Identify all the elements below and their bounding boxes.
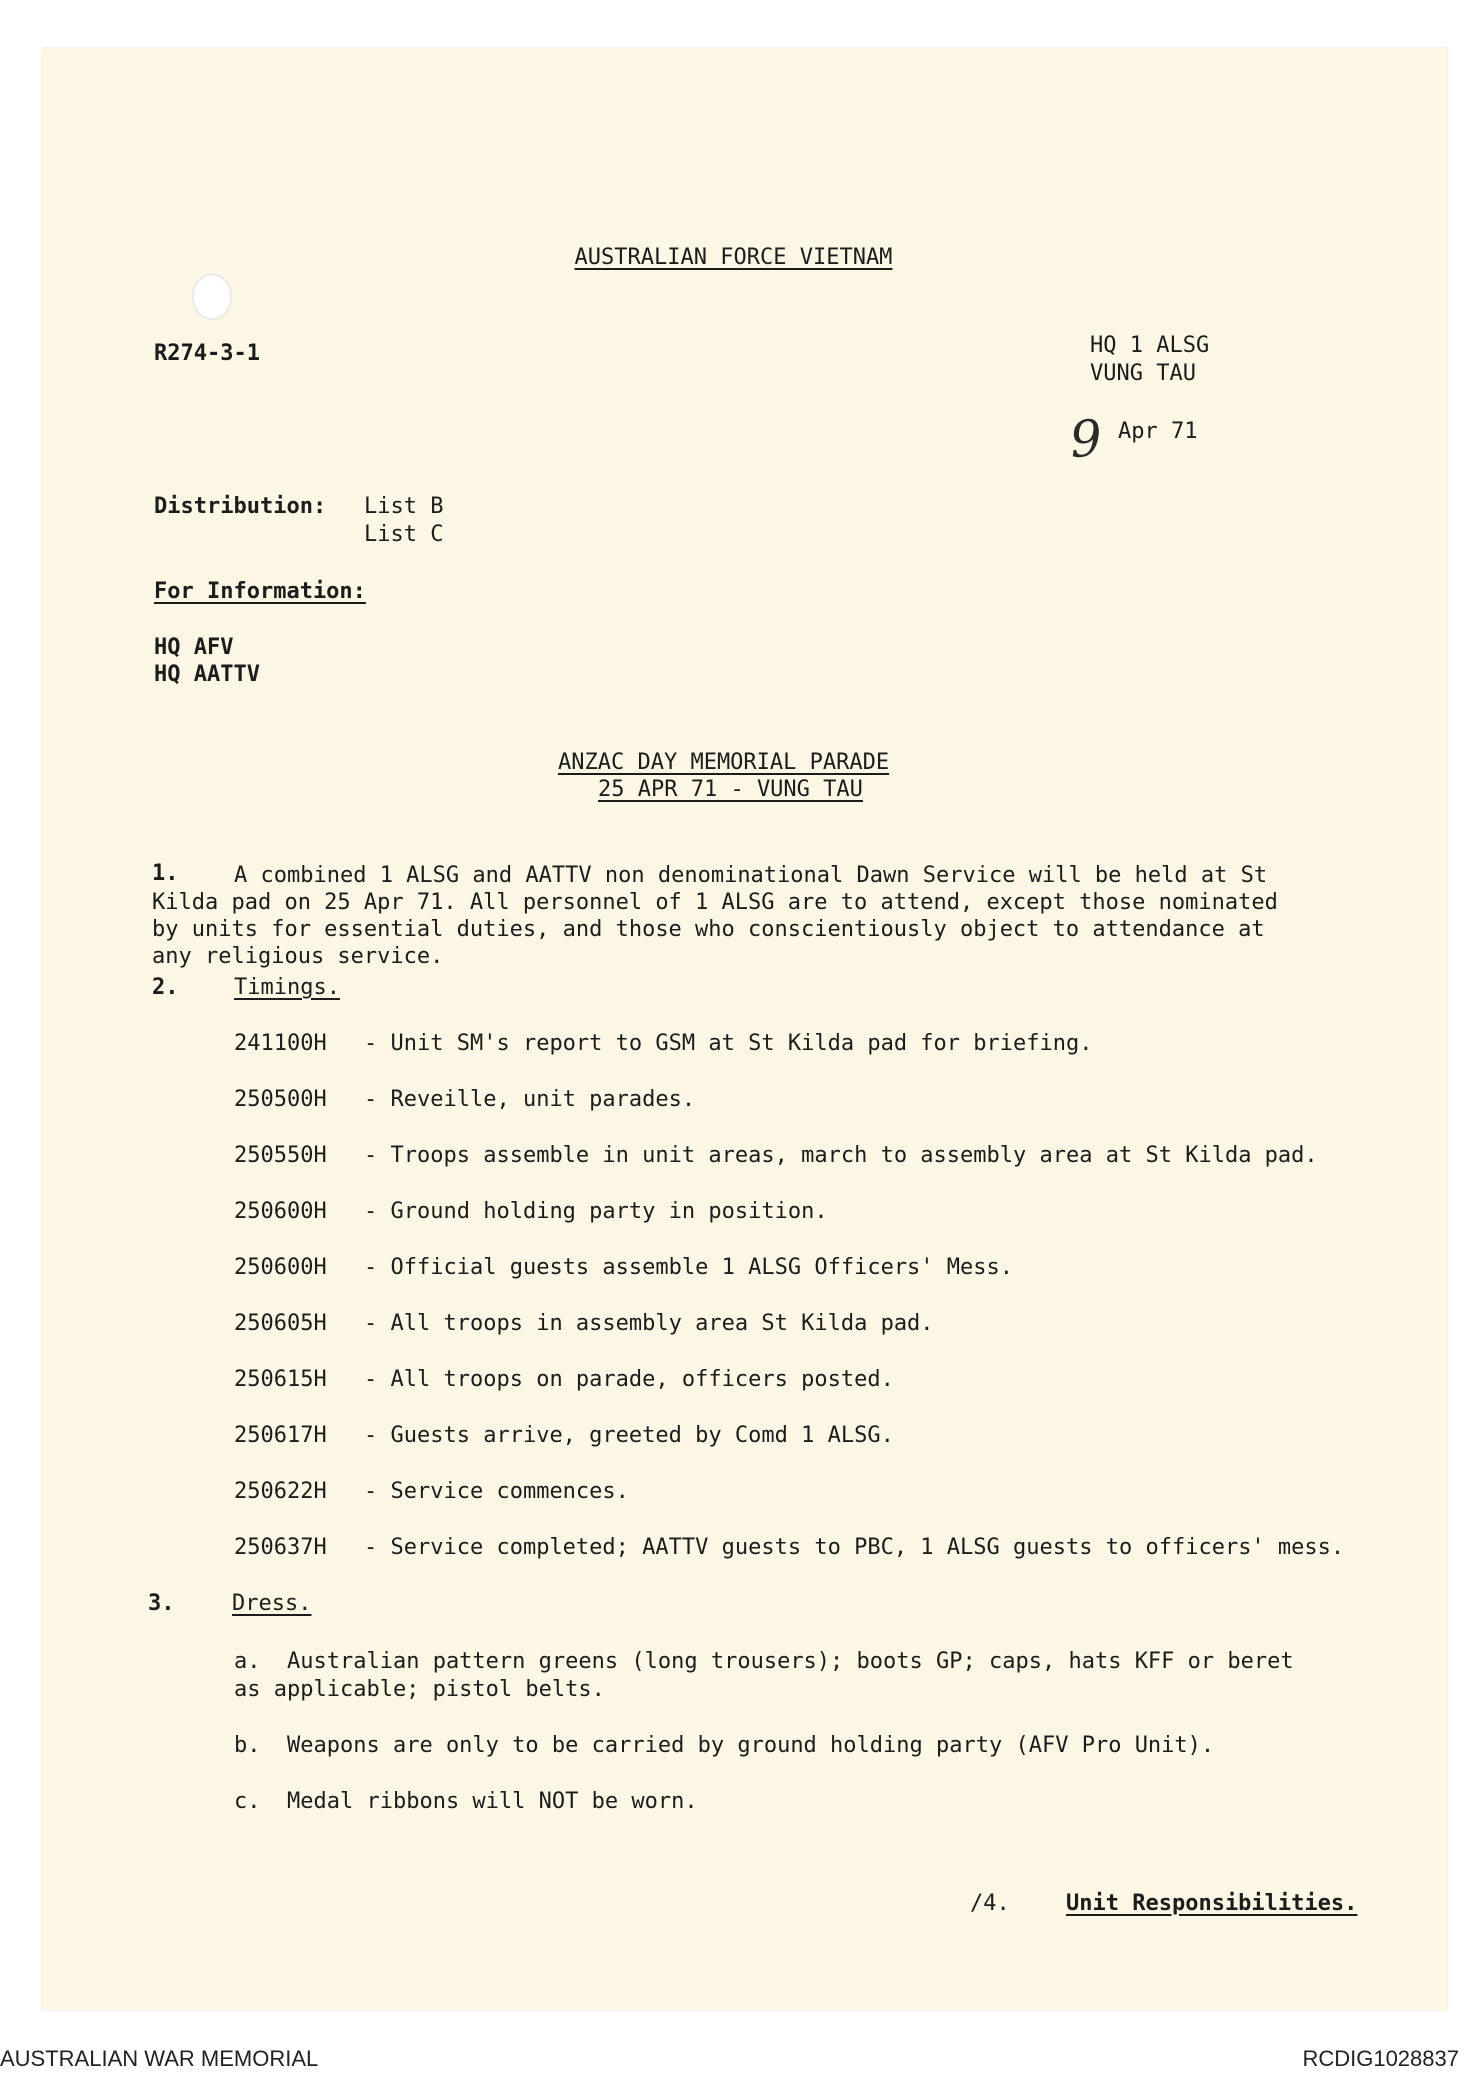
document-date: Apr 71 — [1118, 419, 1198, 444]
timing-row: 241100H - Unit SM's report to GSM at St Kilda pad for briefing. — [234, 1031, 1093, 1056]
punch-hole — [192, 274, 232, 320]
dress-item-text: Australian pattern greens (long trousers); boots GP; caps, hats KFF or beret — [287, 1649, 1294, 1674]
timing-row: 250600H - Official guests assemble 1 ALSG Officers' Mess. — [234, 1255, 1014, 1280]
dress-item-label: c. — [234, 1789, 261, 1814]
distribution-list-b: List B — [364, 494, 444, 519]
dress-heading: Dress. — [232, 1591, 312, 1616]
dress-item-c — [234, 1788, 698, 1816]
timing-text: Troops assemble in unit areas, march to assembly area at St Kilda pad. — [390, 1143, 1318, 1168]
timing-row: 250637H - Service completed; AATTV guests to PBC, 1 ALSG guests to officers' mess. — [234, 1535, 1345, 1560]
subject-line-1: ANZAC DAY MEMORIAL PARADE — [558, 750, 890, 775]
handwritten-date-day: 9 — [1068, 408, 1104, 470]
dress-item-a — [234, 1648, 1294, 1676]
document-title: AUSTRALIAN FORCE VIETNAM — [574, 245, 893, 270]
timing-time: 250500H — [234, 1087, 327, 1112]
timing-time: 250550H — [234, 1143, 327, 1168]
timing-row: 250500H - Reveille, unit parades. — [234, 1087, 696, 1112]
timing-row: 250622H - Service commences. — [234, 1479, 629, 1504]
dress-item-text: Weapons are only to be carried by ground holding party (AFV Pro Unit). — [287, 1733, 1215, 1758]
timing-time: 250605H — [234, 1311, 327, 1336]
footer-archive-name: AUSTRALIAN WAR MEMORIAL — [0, 2046, 319, 2071]
continuation-heading: Unit Responsibilities. — [1066, 1891, 1358, 1916]
information-hq-afv: HQ AFV — [154, 635, 234, 660]
timing-text: Reveille, unit parades. — [390, 1087, 696, 1112]
timing-text: Ground holding party in position. — [390, 1199, 828, 1224]
timings-number: 2. — [152, 975, 179, 1000]
information-label: For Information: — [154, 579, 366, 604]
dress-item-label: b. — [234, 1733, 261, 1758]
timing-text: Unit SM's report to GSM at St Kilda pad for briefing. — [390, 1031, 1093, 1056]
timing-text: Guests arrive, greeted by Comd 1 ALSG. — [390, 1423, 894, 1448]
information-hq-aattv: HQ AATTV — [154, 662, 260, 687]
hq-location: VUNG TAU — [1090, 361, 1196, 386]
timing-row: 250600H - Ground holding party in position. — [234, 1199, 828, 1224]
timing-time: 250600H — [234, 1255, 327, 1280]
timing-text: All troops on parade, officers posted. — [390, 1367, 894, 1392]
timing-text: All troops in assembly area St Kilda pad. — [390, 1311, 934, 1336]
hq-unit: HQ 1 ALSG — [1090, 333, 1210, 358]
paragraph-1-number: 1. — [152, 861, 179, 886]
dress-item-a-continued: as applicable; pistol belts. — [234, 1677, 605, 1702]
file-reference: R274-3-1 — [154, 341, 260, 366]
timing-time: 250637H — [234, 1535, 327, 1560]
distribution-list-c: List C — [364, 522, 444, 547]
dress-number: 3. — [148, 1591, 175, 1616]
timing-row: 250605H - All troops in assembly area St Kilda pad. — [234, 1311, 934, 1336]
timing-text: Service commences. — [390, 1479, 629, 1504]
timing-text: Official guests assemble 1 ALSG Officers' Mess. — [390, 1255, 1014, 1280]
paragraph-1-text: A combined 1 ALSG and AATTV non denominational Dawn Service will be held at St Kilda pad on 25 Apr 71. All personnel of 1 ALSG are to attend, except those nominated by units for essential duties, and those who conscientiously object to attendance at any religious service. — [152, 863, 1278, 969]
timing-time: 250615H — [234, 1367, 327, 1392]
timings-heading: Timings. — [234, 975, 340, 1000]
footer-record-id: RCDIG1028837 — [1302, 2046, 1459, 2071]
dress-item-b — [234, 1732, 1214, 1760]
timing-text: Service completed; AATTV guests to PBC, 1 ALSG guests to officers' mess. — [390, 1535, 1345, 1560]
timing-row: 250617H - Guests arrive, greeted by Comd 1 ALSG. — [234, 1423, 894, 1448]
dress-item-text: Medal ribbons will NOT be worn. — [287, 1789, 698, 1814]
timing-time: 250617H — [234, 1423, 327, 1448]
dress-item-label: a. — [234, 1649, 261, 1674]
timing-row: 250550H - Troops assemble in unit areas, march to assembly area at St Kilda pad. — [234, 1143, 1318, 1168]
timing-time: 241100H — [234, 1031, 327, 1056]
continuation-marker: /4. — [970, 1891, 1010, 1916]
timing-time: 250622H — [234, 1479, 327, 1504]
subject-line-2: 25 APR 71 - VUNG TAU — [598, 777, 863, 802]
distribution-label: Distribution: — [154, 494, 327, 519]
timing-row: 250615H - All troops on parade, officers posted. — [234, 1367, 894, 1392]
timing-time: 250600H — [234, 1199, 327, 1224]
